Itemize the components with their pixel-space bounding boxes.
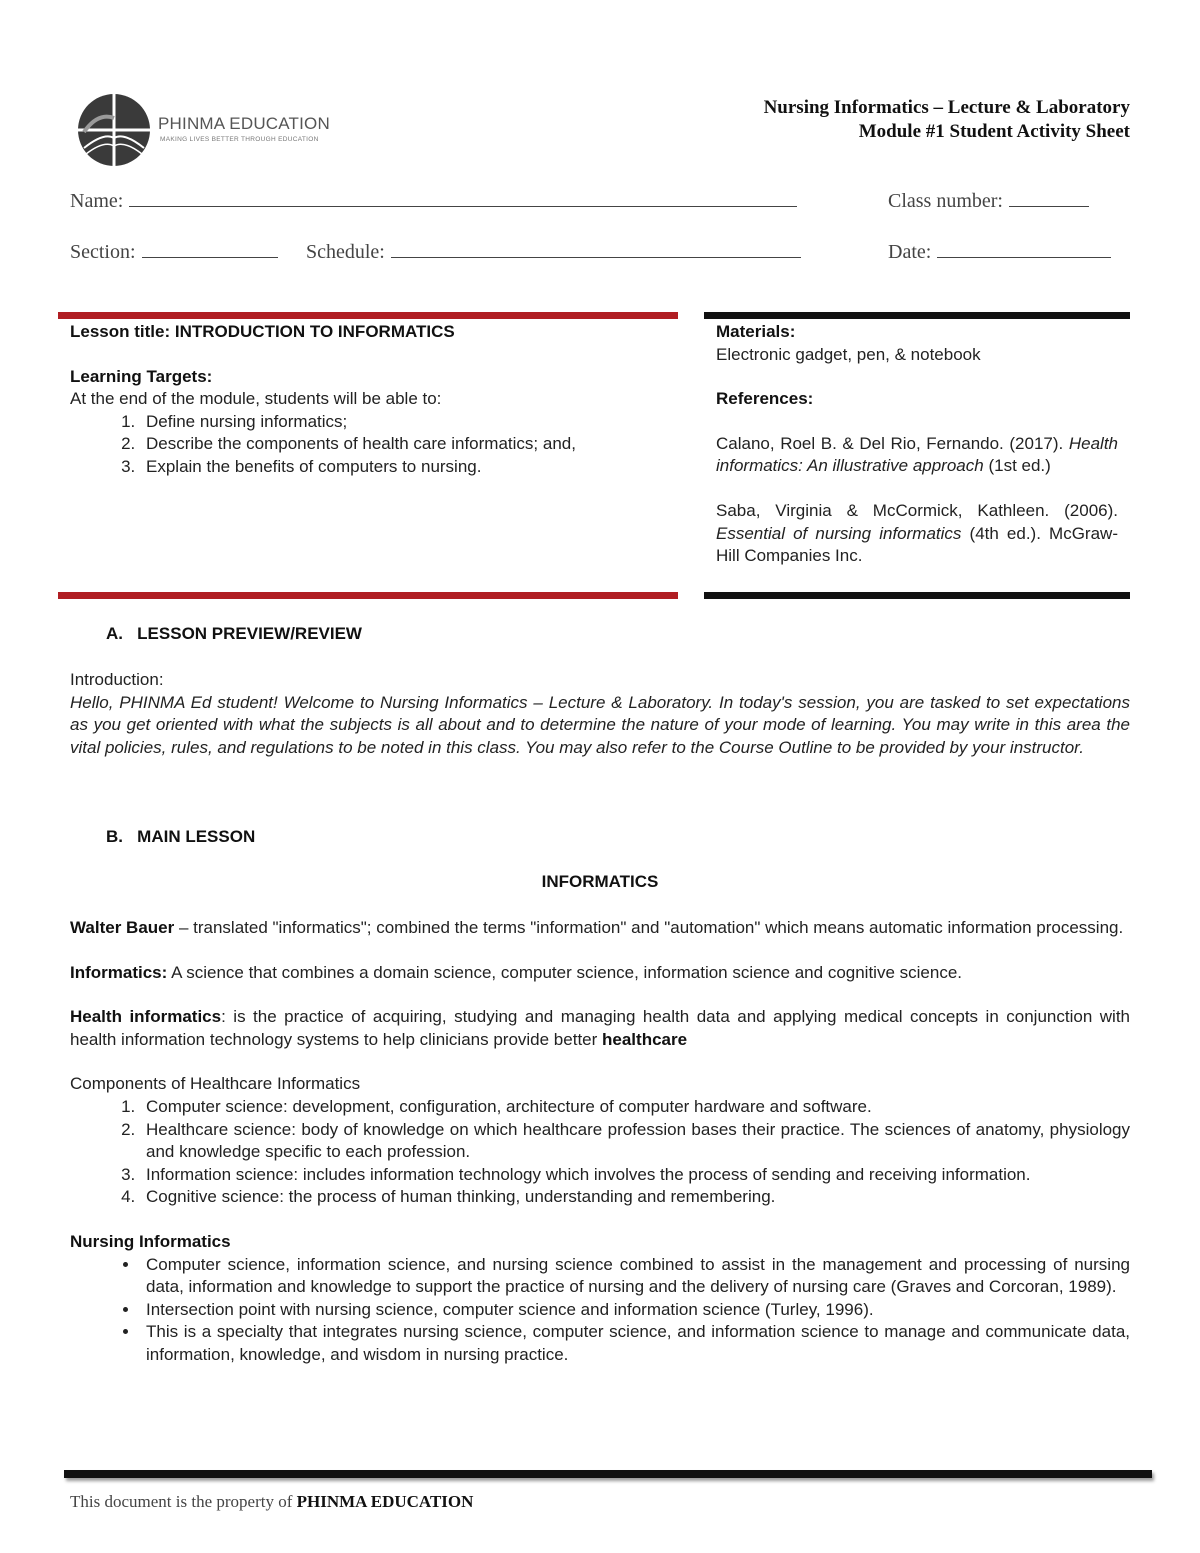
- introduction-label: Introduction:: [70, 670, 164, 689]
- references-heading: References:: [716, 389, 814, 409]
- name-label: Name:: [70, 190, 124, 212]
- schedule-field[interactable]: [306, 241, 801, 264]
- materials-heading: Materials:: [716, 322, 796, 341]
- lesson-title-label: Lesson title:: [70, 322, 171, 341]
- learning-targets-list: [70, 411, 670, 479]
- introduction-text: Hello, PHINMA Ed student! Welcome to Nursing Informatics – Lecture & Laboratory. In today's session, you are tasked to set expectations as you get oriented with what the subjects is all about and to determine the nature of your mode of learning. You may write in this area the vital policies, rules, and regulations to be noted in this class. You may also refer to the Course Outline to be provided by your instructor.: [70, 692, 1130, 757]
- list-item: 3. Information science: includes information technology which involves the process of sending and receiving information.: [140, 1164, 1130, 1187]
- name-field[interactable]: [70, 190, 797, 213]
- nursing-informatics-heading: Nursing Informatics: [70, 1231, 231, 1251]
- logo-name: PHINMA EDUCATION: [158, 114, 330, 133]
- section-b-heading: B. MAIN LESSON: [106, 827, 256, 846]
- list-item: • Computer science, information science, and nursing science combined to assist in the management and processing of nursing data, information and knowledge to support the practice of nursing and the delivery of nursing care (Graves and Corcoran, 1989).: [140, 1254, 1130, 1299]
- title-line-1: Nursing Informatics – Lecture & Laboratory: [763, 97, 1130, 118]
- left-box-top-bar: [58, 312, 678, 319]
- learning-targets-heading: Learning Targets:: [70, 366, 213, 386]
- list-item: 3. Explain the benefits of computers to nursing.: [140, 456, 670, 479]
- nursing-informatics-list: [70, 1254, 1130, 1367]
- section-a-body: [70, 669, 1130, 759]
- lesson-box: [70, 321, 670, 479]
- date-label: Date:: [888, 241, 932, 263]
- reference-1: Calano, Roel B. & Del Rio, Fernando. (2017). Health informatics: An illustrative approach (1st ed.): [716, 433, 1118, 476]
- footer-divider: [64, 1470, 1152, 1478]
- materials-box: [716, 321, 1118, 568]
- right-box-bottom-bar: [704, 592, 1130, 599]
- footer-text: This document is the property of PHINMA EDUCATION: [70, 1492, 474, 1511]
- schedule-label: Schedule:: [306, 241, 385, 263]
- date-field[interactable]: [888, 241, 1111, 264]
- list-item: 1. Define nursing informatics;: [140, 411, 670, 434]
- components-heading: Components of Healthcare Informatics: [70, 1074, 361, 1094]
- list-item: 2. Healthcare science: body of knowledge on which healthcare profession bases their practice. The sciences of anatomy, physiology and knowledge specific to each profession.: [140, 1119, 1130, 1164]
- right-box-top-bar: [704, 312, 1130, 319]
- document-title: [764, 96, 1130, 144]
- list-item: 4. Cognitive science: the process of human thinking, understanding and remembering.: [140, 1186, 1130, 1209]
- walter-bauer-paragraph: Walter Bauer – translated "informatics"; combined the terms "information" and "automation" which means automatic information processing.: [70, 918, 1124, 937]
- learning-targets-intro: At the end of the module, students will be able to:: [70, 389, 442, 409]
- list-item: • Intersection point with nursing science, computer science and information science (Turley, 1996).: [140, 1299, 1130, 1322]
- informatics-paragraph: Informatics: A science that combines a domain science, computer science, information science and cognitive science.: [70, 962, 962, 982]
- reference-2: Saba, Virginia & McCormick, Kathleen. (2006). Essential of nursing informatics (4th ed.). McGraw-Hill Companies Inc.: [716, 500, 1118, 566]
- health-informatics-paragraph: Health informatics: is the practice of acquiring, studying and managing health data and applying medical concepts in conjunction with health information technology systems to help clinicians provide better healthcare: [70, 1007, 1130, 1049]
- logo-globe-icon: [74, 92, 154, 172]
- section-a-heading: A. LESSON PREVIEW/REVIEW: [106, 624, 362, 643]
- logo-tagline: MAKING LIVES BETTER THROUGH EDUCATION: [160, 136, 319, 143]
- main-lesson-body: [70, 917, 1130, 1367]
- lesson-title: INTRODUCTION TO INFORMATICS: [174, 322, 455, 341]
- list-item: 1. Computer science: development, configuration, architecture of computer hardware and software.: [140, 1096, 1130, 1119]
- class-number-label: Class number:: [888, 190, 1003, 212]
- informatics-title: INFORMATICS: [541, 872, 659, 891]
- left-box-bottom-bar: [58, 592, 678, 599]
- section-label: Section:: [70, 241, 136, 263]
- section-field[interactable]: [70, 241, 278, 264]
- list-item: 2. Describe the components of health care informatics; and,: [140, 433, 670, 456]
- components-list: [70, 1096, 1130, 1209]
- list-item: • This is a specialty that integrates nursing science, computer science, and information science to manage and communicate data, information, knowledge, and wisdom in nursing practice.: [140, 1321, 1130, 1366]
- title-line-2: Module #1 Student Activity Sheet: [858, 121, 1130, 142]
- class-number-field[interactable]: [888, 190, 1089, 213]
- materials-text: Electronic gadget, pen, & notebook: [716, 344, 981, 364]
